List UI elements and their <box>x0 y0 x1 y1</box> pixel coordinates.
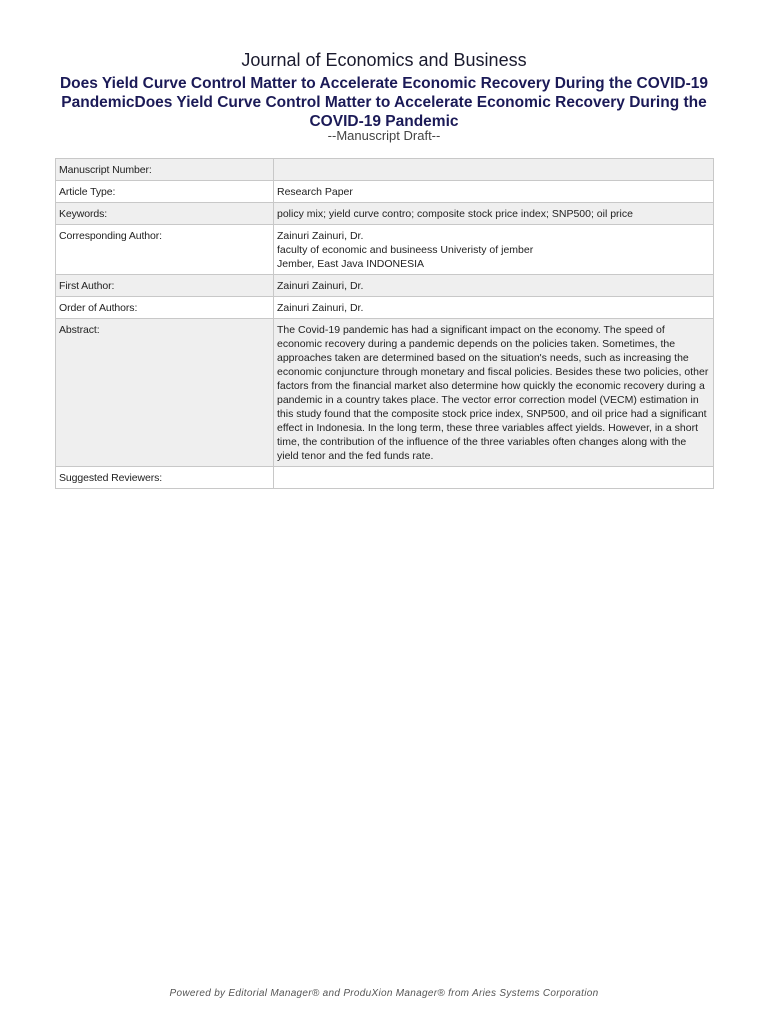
keywords-label: Keywords: <box>56 203 274 225</box>
article-type-value: Research Paper <box>274 181 714 203</box>
document-header <box>0 48 768 143</box>
corresponding-author-location: Jember, East Java INDONESIA <box>277 258 425 270</box>
table-row <box>56 159 714 181</box>
corresponding-author-value <box>274 225 714 275</box>
abstract-text: The Covid-19 pandemic has had a significant impact on the economy. The speed of economic recovery during a pandemic depends on the policies taken. Sometimes, the approaches taken are determined based on the situation's needs, such as increasing the economic conjuncture through monetary and fiscal policies. Besides these two policies, other factors from the financial market also determine how quickly the economic recovery during a pandemic in a country takes place. The vector error correction model (VECM) estimation in this study found that the composite stock price index, SNP500, and oil price had a significant effect in Indonesia. In the long term, these three variables affect yields. However, in a short time, the contribution of the influence of the three variables often changes along with the yield tenor and the fed funds rate. <box>274 319 714 467</box>
powered-by-footer: Powered by Editorial Manager® and ProduXion Manager® from Aries Systems Corporation <box>169 988 599 999</box>
corresponding-author-affiliation: faculty of economic and busineess Univeristy of jember <box>277 244 534 256</box>
manuscript-number-label: Manuscript Number: <box>56 159 274 181</box>
table-row <box>56 275 714 297</box>
abstract-label: Abstract: <box>56 319 274 467</box>
first-author-label: First Author: <box>56 275 274 297</box>
table-row <box>56 181 714 203</box>
order-of-authors-label: Order of Authors: <box>56 297 274 319</box>
manuscript-info-table <box>55 158 714 489</box>
draft-label: --Manuscript Draft-- <box>327 128 441 143</box>
table-row <box>56 297 714 319</box>
corresponding-author-label: Corresponding Author: <box>56 225 274 275</box>
keywords-value: policy mix; yield curve contro; composite stock price index; SNP500; oil price <box>274 203 714 225</box>
order-of-authors-value: Zainuri Zainuri, Dr. <box>274 297 714 319</box>
manuscript-number-value <box>274 159 714 181</box>
corresponding-author-name: Zainuri Zainuri, Dr. <box>277 230 364 242</box>
table-row <box>56 203 714 225</box>
suggested-reviewers-value <box>274 467 714 489</box>
first-author-value: Zainuri Zainuri, Dr. <box>274 275 714 297</box>
article-title: Does Yield Curve Control Matter to Accelerate Economic Recovery During the COVID-19 PandemicDoes Yield Curve Control Matter to Accelerate Economic Recovery During the COVID-19 Pandemic <box>59 75 708 130</box>
table-row <box>56 225 714 275</box>
journal-title: Journal of Economics and Business <box>241 50 527 70</box>
table-row <box>56 467 714 489</box>
article-type-label: Article Type: <box>56 181 274 203</box>
table-row <box>56 319 714 467</box>
suggested-reviewers-label: Suggested Reviewers: <box>56 467 274 489</box>
